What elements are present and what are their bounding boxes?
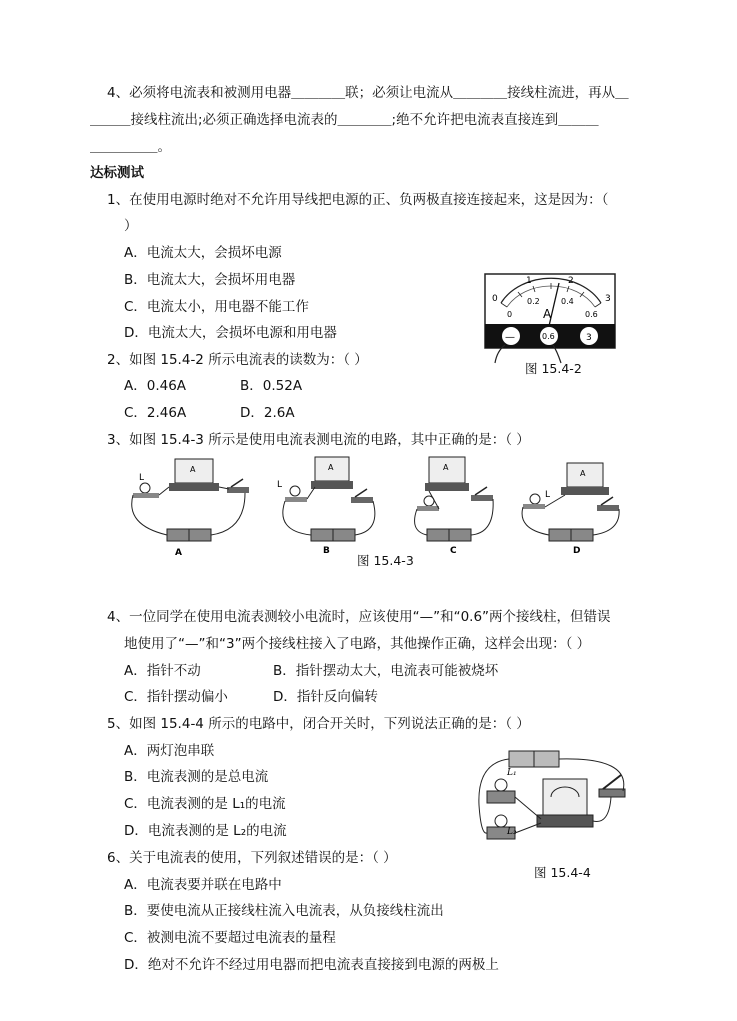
q6-option-d: D．绝对不允许不经过用电器而把电流表直接接到电源的两极上 xyxy=(124,957,499,973)
intro-q4-line2: ＿＿＿接线柱流出;必须正确选择电流表的＿＿＿＿;绝不允许把电流表直接连到＿＿＿ xyxy=(90,112,599,128)
q5-option-d: D．电流表测的是 L₂的电流 xyxy=(124,823,287,839)
intro-q4-line1: 4、必须将电流表和被测用电器＿＿＿＿联；必须让电流从＿＿＿＿接线柱流进，再从＿ xyxy=(107,85,629,101)
q1-stem-line2: ） xyxy=(124,218,138,234)
scale-bottom-0: 0 xyxy=(507,310,513,319)
circuit-b-lamp-label: L xyxy=(277,480,283,490)
q1-option-c: C．电流太小，用电器不能工作 xyxy=(124,299,309,315)
q4-option-c: C．指针摆动偏小 xyxy=(124,689,228,705)
circuit-label-a: A xyxy=(175,548,182,558)
scale-bottom-3: 0.6 xyxy=(585,310,598,319)
figure-caption-15-4-3: 图 15.4-3 xyxy=(357,553,414,568)
q6-option-c: C．被测电流不要超过电流表的量程 xyxy=(124,930,336,946)
circuit-c-meter-label: A xyxy=(443,463,449,472)
q4-stem-line2: 地使用了“—”和“3”两个接线柱接入了电路，其他操作正确，这样会出现：（ ） xyxy=(124,636,591,652)
circuit-label-c: C xyxy=(450,546,457,556)
q4-option-b: B．指针摆动太大，电流表可能被烧坏 xyxy=(273,663,499,679)
q4-option-d: D．指针反向偏转 xyxy=(273,689,378,705)
q6-option-b: B．要使电流从正接线柱流入电流表，从负接线柱流出 xyxy=(124,903,444,919)
terminal-negative: — xyxy=(505,332,515,343)
q5-option-a: A．两灯泡串联 xyxy=(124,743,215,759)
circuit-c xyxy=(415,457,494,556)
q2-option-a: A．0.46A xyxy=(124,378,187,394)
circuit-a xyxy=(132,459,249,558)
scale-bottom-1: 0.2 xyxy=(527,297,540,306)
terminal-3: 3 xyxy=(586,333,592,343)
q3-stem: 3、如图 15.4-3 所示是使用电流表测电流的电路，其中正确的是：（ ） xyxy=(107,432,530,448)
q1-stem-line1: 1、在使用电源时绝对不允许用导线把电源的正、负两极直接连接起来，这是因为：（ xyxy=(107,192,609,208)
scale-top-3: 3 xyxy=(605,294,611,304)
scale-bottom-2: 0.4 xyxy=(561,297,574,306)
circuit-label-b: B xyxy=(323,546,330,556)
circuit-a-meter-label: A xyxy=(190,465,196,474)
intro-q4-line3: ＿＿＿＿＿。 xyxy=(90,139,171,155)
q1-option-d: D．电流太大，会损坏电源和用电器 xyxy=(124,325,337,341)
circuit-d-lamp-label: L xyxy=(545,490,551,500)
q2-option-d: D．2.6A xyxy=(240,405,295,421)
q5-option-b: B．电流表测的是总电流 xyxy=(124,769,269,785)
q2-option-b: B．0.52A xyxy=(240,378,303,394)
circuit-d-meter-label: A xyxy=(580,469,586,478)
q1-option-a: A．电流太大，会损坏电源 xyxy=(124,245,282,261)
lamp-l1-label: L₁ xyxy=(507,768,517,778)
terminal-0-6: 0.6 xyxy=(542,332,555,341)
ammeter-figure xyxy=(483,271,618,366)
figure-caption-15-4-2: 图 15.4-2 xyxy=(525,361,582,376)
circuit-b-meter-label: A xyxy=(328,463,334,472)
q2-stem: 2、如图 15.4-2 所示电流表的读数为：（ ） xyxy=(107,352,368,368)
q2-option-c: C．2.46A xyxy=(124,405,187,421)
q4-stem-line1: 4、一位同学在使用电流表测较小电流时，应该使用“—”和“0.6”两个接线柱，但错误 xyxy=(107,609,611,625)
circuit-label-d: D xyxy=(573,546,581,556)
lamp-l2-label: L₂ xyxy=(507,827,517,837)
q1-option-b: B．电流太大，会损坏用电器 xyxy=(124,272,296,288)
circuit-a-lamp-label: L xyxy=(139,473,145,483)
q6-stem: 6、关于电流表的使用，下列叙述错误的是：（ ） xyxy=(107,850,397,866)
scale-top-0: 0 xyxy=(492,294,498,304)
q4-option-a: A．指针不动 xyxy=(124,663,201,679)
scale-top-2: 2 xyxy=(568,276,574,286)
ammeter-unit: A xyxy=(543,307,552,321)
figure-caption-15-4-4: 图 15.4-4 xyxy=(534,865,591,880)
parallel-circuit-figure xyxy=(471,745,641,863)
scale-top-1: 1 xyxy=(526,276,532,286)
section-title: 达标测试 xyxy=(90,165,144,181)
q5-stem: 5、如图 15.4-4 所示的电路中，闭合开关时，下列说法正确的是：（ ） xyxy=(107,716,530,732)
circuit-b xyxy=(277,457,375,556)
circuit-d xyxy=(522,463,619,556)
q5-option-c: C．电流表测的是 L₁的电流 xyxy=(124,796,286,812)
q6-option-a: A．电流表要并联在电路中 xyxy=(124,877,282,893)
